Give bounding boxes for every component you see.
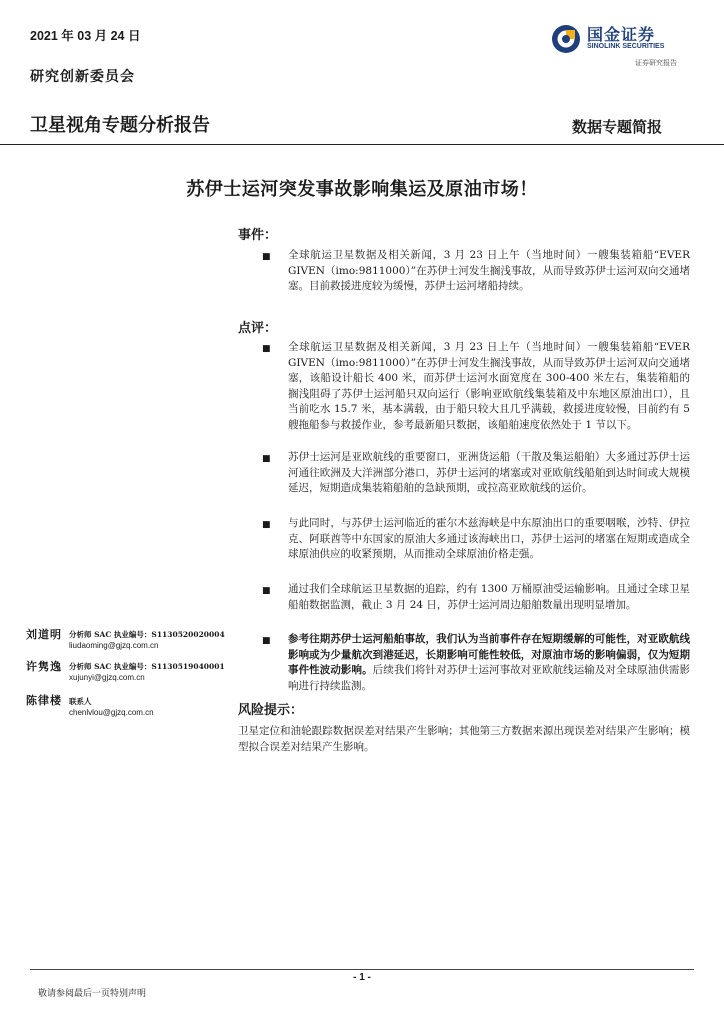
risk-paragraph: 卫星定位和油轮跟踪数据误差对结果产生影响；其他第三方数据来源出现误差对结果产生影响；模型拟合误差对结果产生影响。 [238,725,690,753]
logo-name-en: SINOLINK SECURITIES [587,43,665,50]
report-type: 数据专题简报 [572,118,663,136]
sinolink-logo-icon [551,24,581,54]
report-title: 苏伊士运河突发事故影响集运及原油市场！ [186,179,538,200]
comment-paragraph-3: 与此同时，与苏伊士运河临近的霍尔木兹海峡是中东原油出口的重要咽喉，沙特、伊拉克、阿联酋等中东国家的原油大多通过该海峡出口，苏伊士运河的堵塞在短期或造成全球原油供应的收紧预期，从而推动全球原油价格走强。 [288,517,690,560]
comment-paragraph-5 [288,632,690,694]
comment-conclusion-bold: 参考往期苏伊士运河船舶事故，我们认为当前事件存在短期缓解的可能性，对亚欧航线影响或为少量航次到港延迟，长期影响可能性较低，对原油市场的影响偏弱，仅为短期事件性波动影响。 [288,633,690,676]
analyst-name: 许隽逸 [26,660,62,673]
report-date: 2021 年 03 月 24 日 [30,29,141,43]
analyst-name: 刘道明 [26,628,62,641]
bullet-icon: ■ [262,636,271,646]
comment-paragraph-2: 苏伊士运河是亚欧航线的重要窗口，亚洲货运船（干散及集运船舶）大多通过苏伊士运河通往欧洲及大洋洲部分港口，苏伊士运河的堵塞或对亚欧航线船舶到达时间或大规模延迟，短期造成集装箱船舶的急缺预期，或拉高亚欧航线的运价。 [288,451,690,494]
header-divider [0,144,724,145]
bullet-icon: ■ [262,344,271,354]
footer-disclaimer: 敬请参阅最后一页特别声明 [38,989,147,999]
comment-conclusion-rest: 后续我们将针对苏伊士运河事故对亚欧航线运输及对全球原油供需影响进行持续监测。 [288,664,691,692]
comment-paragraph-4: 通过我们全球航运卫星数据的追踪，约有 1300 万桶原油受运输影响。且通过全球卫星船舶数据监测，截止 3 月 24 日，苏伊士运河周边船舶数量出现明显增加。 [288,583,690,611]
analyst-email[interactable]: xujunyi@gjzq.com.cn [69,673,145,682]
event-paragraph: 全球航运卫星数据及相关新闻，3 月 23 日上午（当地时间）一艘集装箱船“EVER GIVEN（imo:9811000）”在苏伊士河发生搁浅事故，从而导致苏伊士运河双向交通堵塞。目前救援进度较为缓慢，苏伊士运河堵船持续。 [288,249,690,292]
footer-divider [30,969,694,970]
bullet-icon: ■ [262,586,271,596]
risk-heading: 风险提示： [238,703,304,718]
analyst-credential: 联系人 [69,697,92,706]
company-logo [551,22,701,70]
logo-subtitle: 证券研究报告 [635,59,677,67]
report-series: 卫星视角专题分析报告 [30,115,210,135]
page-number: - 1 - [353,972,371,983]
analyst-email[interactable]: liudaoming@gjzq.com.cn [69,641,159,650]
analyst-credential: 分析师 SAC 执业编号：S1130519040001 [69,662,225,671]
bullet-icon: ■ [262,454,271,464]
analyst-credential: 分析师 SAC 执业编号：S1130520020004 [69,630,225,639]
comment-paragraph-1: 全球航运卫星数据及相关新闻，3 月 23 日上午（当地时间）一艘集装箱船“EVER GIVEN（imo:9811000）”在苏伊士河发生搁浅事故，从而导致苏伊士运河双向交通堵塞，该船设计船长 400 米，而苏伊士运河水面宽度在 300-400 米左右，集装箱船的搁浅阻碍了苏伊士运河船只双向运行（影响亚欧航线集装箱及中东地区原油出口），且当前吃水 15.7 米，基本满载，由于船只较大且几乎满载，救援进度较慢，目前约有 5 艘拖船参与救援作业，参考最新船只数据，该船舶速度依然处于 1 节以下。 [288,341,690,431]
comment-heading: 点评： [238,321,278,336]
committee-name: 研究创新委员会 [30,69,135,85]
logo-name-cn: 国金证券 [587,25,656,44]
analyst-email[interactable]: chenlvlou@gjzq.com.cn [69,708,154,717]
bullet-icon: ■ [262,252,271,262]
analyst-name: 陈律楼 [26,694,62,707]
event-heading: 事件： [238,228,278,243]
bullet-icon: ■ [262,520,271,530]
